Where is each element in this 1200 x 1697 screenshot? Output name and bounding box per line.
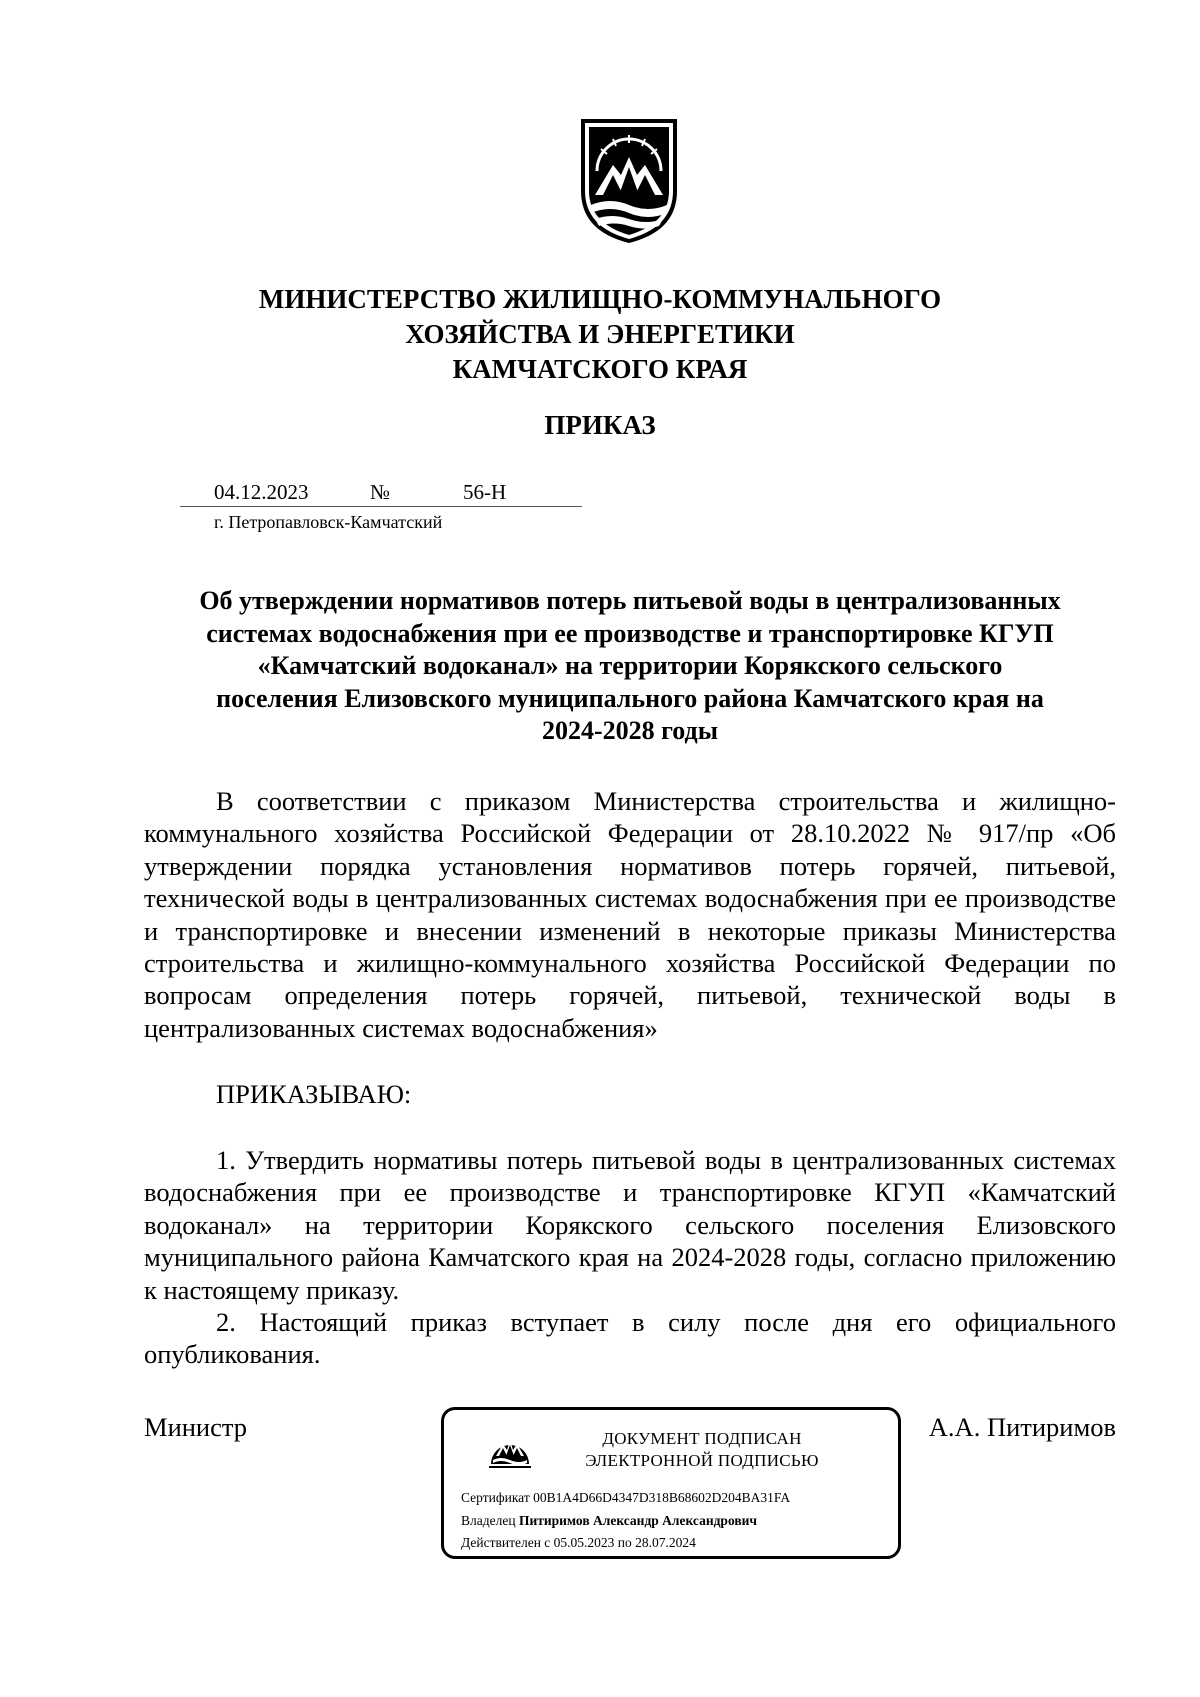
order-subject-line: поселения Елизовского муниципального района Камчатского края на <box>216 683 1044 713</box>
order-subject-line: 2024-2028 годы <box>541 716 719 745</box>
stamp-heading-line: ДОКУМЕНТ ПОДПИСАН <box>602 1429 802 1448</box>
stamp-owner-value: Питиримов Александр Александрович <box>518 1513 758 1528</box>
order-city: г. Петропавловск-Камчатский <box>214 512 443 532</box>
order-item-1: 1. Утвердить нормативы потерь питьевой воды в централизованных системах водоснабжения при ее производстве и транспортировке КГУП «Камчатский водоканал» на территории Корякского сельского поселения Елизовского муниципального района Камчатского края на 2024-2028 годы, согласно приложению к настоящему приказу. <box>144 1145 1116 1305</box>
ministry-name <box>0 282 1200 387</box>
stamp-validity <box>461 1534 696 1552</box>
order-subject-line: Об утверждении нормативов потерь питьевой воды в централизованных <box>199 586 1061 615</box>
decree-word: ПРИКАЗЫВАЮ: <box>216 1079 412 1109</box>
document-type: ПРИКАЗ <box>544 410 656 440</box>
signatory-title: Министр <box>144 1412 248 1442</box>
stamp-valid-label: Действителен с <box>461 1535 551 1550</box>
stamp-heading-line: ЭЛЕКТРОННОЙ ПОДПИСЬЮ <box>585 1451 819 1470</box>
stamp-heading <box>540 1428 864 1472</box>
order-item-2: 2. Настоящий приказ вступает в силу после дня его официального опубликования. <box>144 1307 1116 1370</box>
stamp-certificate-label: Сертификат <box>461 1490 530 1505</box>
stamp-valid-to: 28.07.2024 <box>635 1535 696 1550</box>
stamp-valid-to-label: по <box>617 1535 632 1550</box>
ministry-name-line: ХОЗЯЙСТВА И ЭНЕРГЕТИКИ <box>405 319 795 349</box>
kamchatka-coat-of-arms-icon <box>573 113 685 248</box>
order-subject-line: системах водоснабжения при ее производстве и транспортировке КГУП <box>206 618 1054 648</box>
ministry-name-line: КАМЧАТСКОГО КРАЯ <box>452 354 748 384</box>
electronic-signature-stamp <box>441 1407 901 1559</box>
order-subject <box>140 585 1120 748</box>
stamp-emblem-icon <box>487 1430 533 1468</box>
order-number: 56-Н <box>463 480 507 504</box>
order-date: 04.12.2023 <box>214 480 309 504</box>
order-subject-line: «Камчатский водоканал» на территории Корякского сельского <box>257 651 1003 680</box>
stamp-owner-label: Владелец <box>461 1513 516 1528</box>
ministry-name-line: МИНИСТЕРСТВО ЖИЛИЩНО-КОММУНАЛЬНОГО <box>258 284 942 314</box>
preamble-paragraph: В соответствии с приказом Министерства строительства и жилищно-коммунального хозяйства Российской Федерации от 28.10.2022 № 917/пр «Об утверждении порядка установления нормативов потерь горячей, питьевой, технической воды в централизованных системах водоснабжения при ее производстве и транспортировке и внесении изменений в некоторые приказы Министерства строительства и жилищно-коммунального хозяйства Российской Федерации по вопросам определения потерь горячей, питьевой, технической воды в централизованных системах водоснабжения» <box>144 786 1116 1043</box>
stamp-valid-from: 05.05.2023 <box>553 1535 615 1550</box>
signatory-name: А.А. Питиримов <box>928 1412 1116 1442</box>
stamp-certificate-value: 00B1A4D66D4347D318B68602D204BA31FA <box>533 1490 791 1505</box>
order-date-number-line <box>180 478 582 507</box>
stamp-certificate <box>461 1489 790 1507</box>
order-number-sign: № <box>370 480 391 504</box>
stamp-owner <box>461 1512 757 1530</box>
